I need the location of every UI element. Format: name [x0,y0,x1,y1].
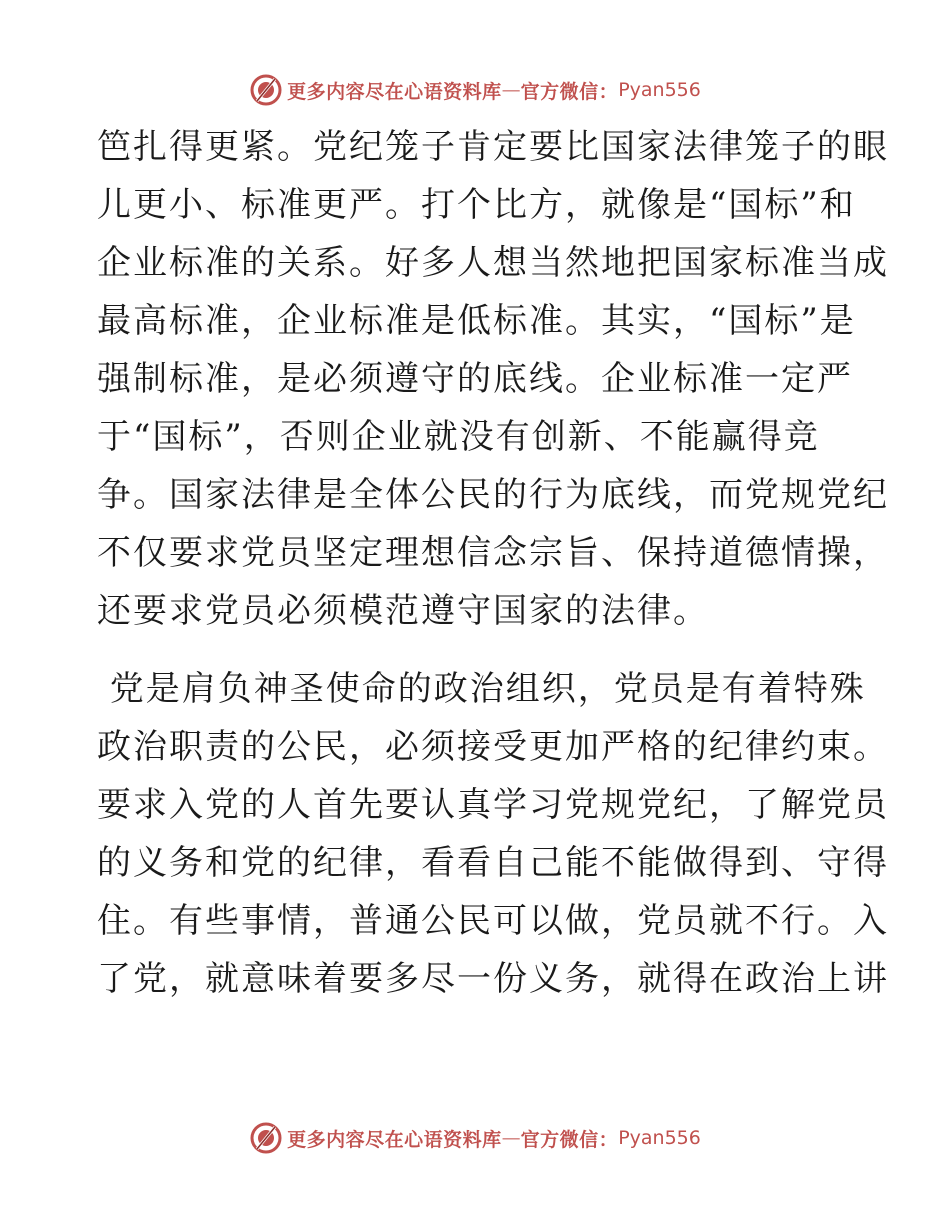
footer-watermark [0,1118,950,1158]
watermark-contact-id: Pyan556 [618,1127,701,1149]
watermark-contact-label: 官方微信： [520,1128,619,1151]
text-line: 企业标准的关系。好多人想当然地把国家标准当成 [97,243,889,283]
quill-logo-icon [249,1121,283,1155]
text-line: 笆扎得更紧。党纪笼子肯定要比国家法律笼子的眼 [97,127,889,167]
text-line: 还要求党员必须模范遵守国家的法律。 [97,591,709,631]
watermark-contact-id: Pyan556 [618,79,701,101]
text-line: 强制标准，是必须遵守的底线。企业标准一定严 [97,359,853,399]
text-line: 党是肩负神圣使命的政治组织，党员是有着特殊 [97,669,866,709]
text-line: 政治职责的公民，必须接受更加严格的纪律约束。 [97,727,889,767]
text-line: 了党，就意味着要多尽一份义务，就得在政治上讲 [97,959,889,999]
text-line: 住。有些事情，普通公民可以做，党员就不行。入 [97,901,889,941]
paragraph-2 [97,660,889,1008]
text-line: 争。国家法律是全体公民的行为底线，而党规党纪 [97,475,889,515]
paragraph-gap [97,640,857,660]
header-watermark [0,70,950,110]
watermark-text: 更多内容尽在心语资料库 [287,1128,502,1151]
text-line: 儿更小、标准更严。打个比方，就像是“国标”和 [97,185,856,225]
document-body [97,118,889,1008]
text-line: 最高标准，企业标准是低标准。其实，“国标”是 [97,301,856,341]
paragraph-1 [97,118,889,640]
watermark-contact-label: 官方微信： [520,80,619,103]
watermark-separator: — [501,1127,521,1149]
watermark-text: 更多内容尽在心语资料库 [287,80,502,103]
text-line: 的义务和党的纪律，看看自己能不能做得到、守得 [97,843,889,883]
watermark-separator: — [501,79,521,101]
text-line: 要求入党的人首先要认真学习党规党纪，了解党员 [97,785,889,825]
text-line: 不仅要求党员坚定理想信念宗旨、保持道德情操， [97,533,889,573]
quill-logo-icon [249,73,283,107]
text-line: 于“国标”，否则企业就没有创新、不能赢得竞 [97,417,820,457]
